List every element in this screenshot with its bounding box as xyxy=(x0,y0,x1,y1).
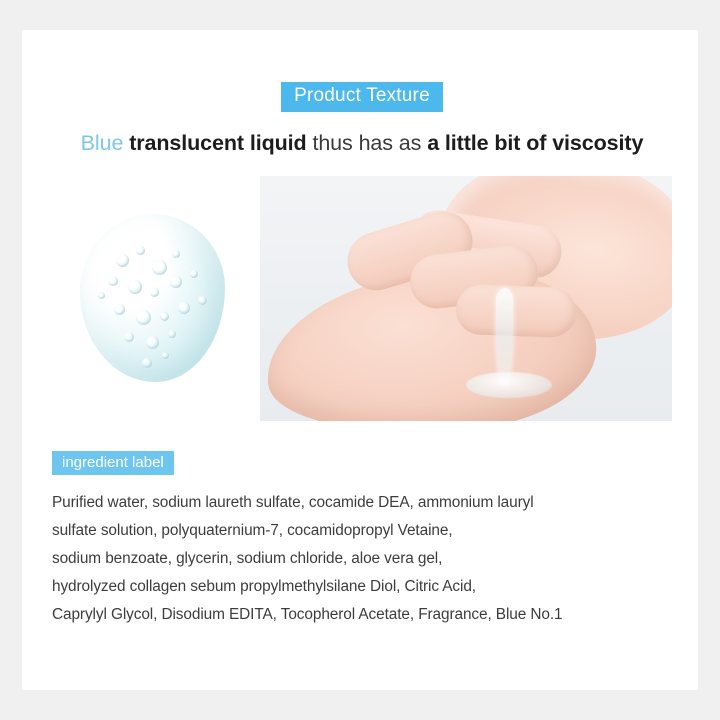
bubble-icon xyxy=(128,280,142,294)
bubble-icon xyxy=(136,310,151,325)
bubble-icon xyxy=(190,270,198,278)
bubble-icon xyxy=(108,276,118,286)
content-wrapper xyxy=(52,82,672,629)
bubble-icon xyxy=(114,304,125,315)
ingredient-line: sulfate solution, polyquaternium-7, cocamidopropyl Vetaine, xyxy=(52,522,453,540)
bubble-icon xyxy=(136,246,145,255)
bubble-icon xyxy=(98,292,105,299)
bubble-icon xyxy=(162,352,169,359)
texture-image-strip xyxy=(52,176,672,421)
bubble-icon xyxy=(172,250,180,258)
bubble-icon xyxy=(116,254,129,267)
headline-word-blue: Blue xyxy=(80,130,124,155)
gel-pool-shape xyxy=(466,372,552,398)
bubble-icon xyxy=(178,302,190,314)
bubble-icon xyxy=(152,260,167,275)
finger-shape xyxy=(455,284,577,338)
ingredient-line: hydrolyzed collagen sebum propylmethylsilane Diol, Citric Acid, xyxy=(52,578,476,596)
bubble-icon xyxy=(170,276,182,288)
gel-drop-image xyxy=(52,176,252,421)
hand-pour-image xyxy=(260,176,672,421)
product-texture-badge: Product Texture xyxy=(281,82,443,112)
ingredient-list xyxy=(52,489,672,629)
bubble-icon xyxy=(142,358,152,368)
bubble-icon xyxy=(150,288,159,297)
bubble-icon xyxy=(146,336,159,349)
headline xyxy=(52,131,672,156)
headline-translucent-liquid: translucent liquid xyxy=(129,130,307,155)
ingredient-line: Purified water, sodium laureth sulfate, cocamide DEA, ammonium lauryl xyxy=(52,494,534,512)
bubble-icon xyxy=(198,296,207,305)
headline-viscosity: a little bit of viscosity xyxy=(427,130,644,155)
ingredient-line: sodium benzoate, glycerin, sodium chloride, aloe vera gel, xyxy=(52,550,443,568)
product-detail-card xyxy=(22,30,698,690)
bubble-icon xyxy=(160,312,169,321)
ingredient-heading-row xyxy=(52,451,672,475)
bubble-icon xyxy=(168,330,176,338)
ingredient-line: Caprylyl Glycol, Disodium EDITA, Tocopherol Acetate, Fragrance, Blue No.1 xyxy=(52,606,563,624)
product-texture-heading-row xyxy=(52,82,672,112)
bubble-icon xyxy=(124,332,134,342)
ingredient-label-badge: ingredient label xyxy=(52,451,174,475)
headline-thus-has-as: thus has as xyxy=(312,130,422,155)
